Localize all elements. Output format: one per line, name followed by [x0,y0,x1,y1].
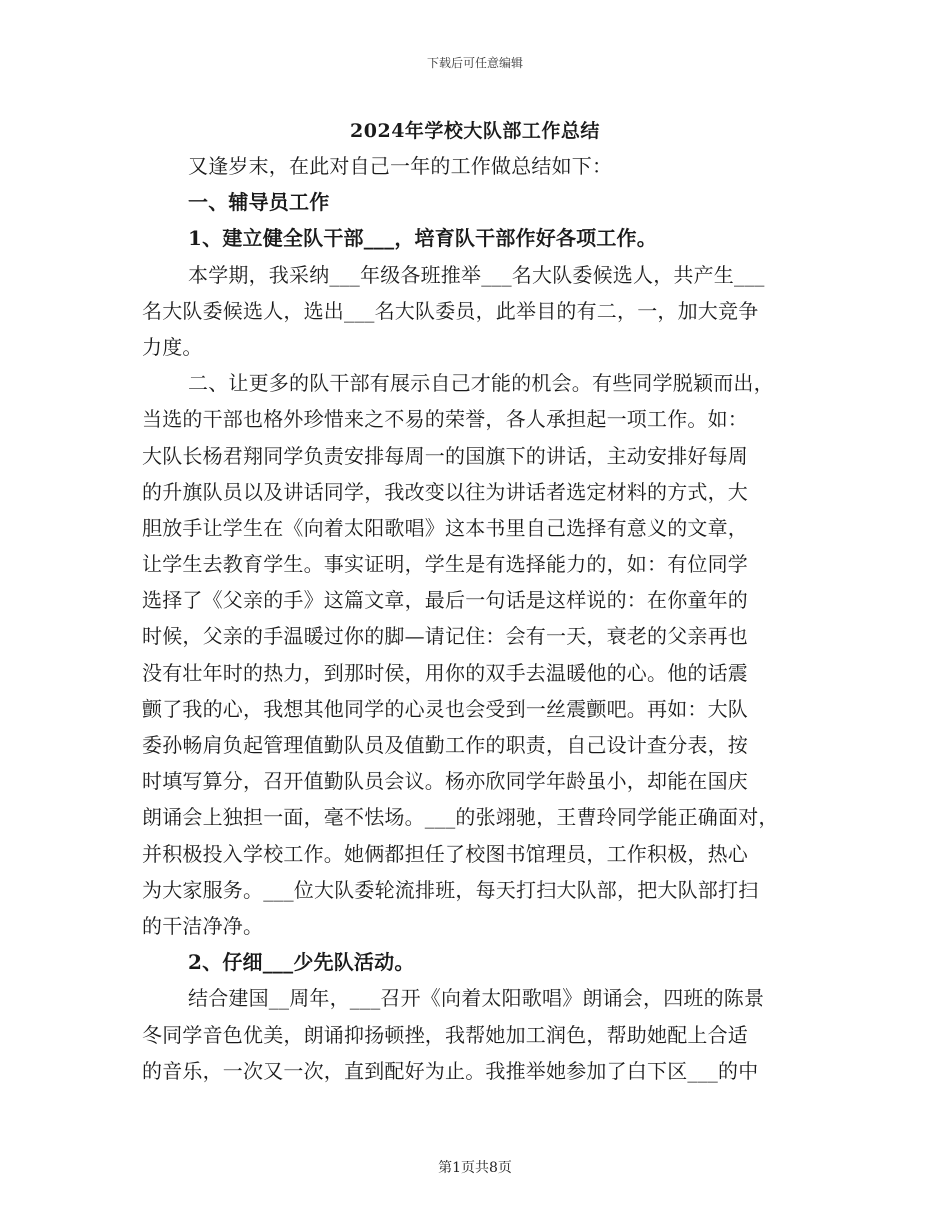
paragraph-line: 冬同学音色优美，朗诵抑扬顿挫，我帮她加工润色，帮助她配上合适 [142,1022,748,1047]
paragraph-line: 颤了我的心，我想其他同学的心灵也会受到一丝震颤吧。再如：大队 [142,696,748,721]
paragraph-line: 又逢岁末，在此对自己一年的工作做总结如下： [188,154,613,178]
paragraph-line: 委孙畅肩负起管理值勤队员及值勤工作的职责，自己设计查分表，按 [142,733,748,757]
paragraph-line: 时填写算分，召开值勤队员会议。杨亦欣同学年龄虽小，却能在国庆 [142,769,748,794]
paragraph-line: 让学生去教育学生。事实证明，学生是有选择能力的，如：有位同学 [142,552,748,577]
paragraph-line: 选择了《父亲的手》这篇文章，最后一句话是这样说的：在你童年的 [142,588,748,613]
paragraph-line: 没有壮年时的热力，到那时侯，用你的双手去温暖他的心。他的话震 [142,660,748,685]
document-body [142,148,814,1089]
paragraph-line: 本学期，我采纳___年级各班推举___名大队委候选人，共产生___ [188,262,765,287]
paragraph-line: 的升旗队员以及讲话同学，我改变以往为讲话者选定材料的方式，大 [142,479,748,504]
paragraph-line: 胆放手让学生在《向着太阳歌唱》这本书里自己选择有意义的文章， [142,515,748,540]
paragraph-line: 二、让更多的队干部有展示自己才能的机会。有些同学脱颖而出， [188,371,774,396]
page-header-note: 下载后可任意编辑 [426,56,523,70]
paragraph-line: 时候，父亲的手温暖过你的脚—请记住：会有一天，衰老的父亲再也 [142,624,748,649]
paragraph-line: 大队长杨君翔同学负责安排每周一的国旗下的讲话，主动安排好每周 [142,443,748,468]
paragraph-line: 结合建国__周年，___召开《向着太阳歌唱》朗诵会，四班的陈景 [188,986,765,1011]
section-heading-line: 2、仔细___少先队活动。 [188,950,415,975]
paragraph-line: 为大家服务。___位大队委轮流排班，每天打扫大队部，把大队部打扫 [142,877,759,902]
page-number-footer: 第1页共8页 [438,1160,512,1176]
document-title: 2024年学校大队部工作总结 [350,120,600,142]
paragraph-line: 朗诵会上独担一面，毫不怯场。___的张翊驰，王曹玲同学能正确面对， [142,805,779,830]
paragraph-line: 的音乐，一次又一次，直到配好为止。我推举她参加了白下区___的中 [142,1058,759,1083]
paragraph-line: 并积极投入学校工作。她俩都担任了校图书馆理员，工作积极，热心 [142,841,748,866]
paragraph-line: 的干洁净净。 [142,913,264,938]
paragraph-line: 名大队委候选人，选出___名大队委员，此举目的有二，一，加大竞争 [142,298,759,323]
paragraph-line: 力度。 [142,334,203,359]
section-heading-line: 1、建立健全队干部___，培育队干部作好各项工作。 [188,226,657,251]
section-heading-line: 一、辅导员工作 [188,190,330,215]
paragraph-line: 当选的干部也格外珍惜来之不易的荣誉，各人承担起一项工作。如： [142,407,748,432]
